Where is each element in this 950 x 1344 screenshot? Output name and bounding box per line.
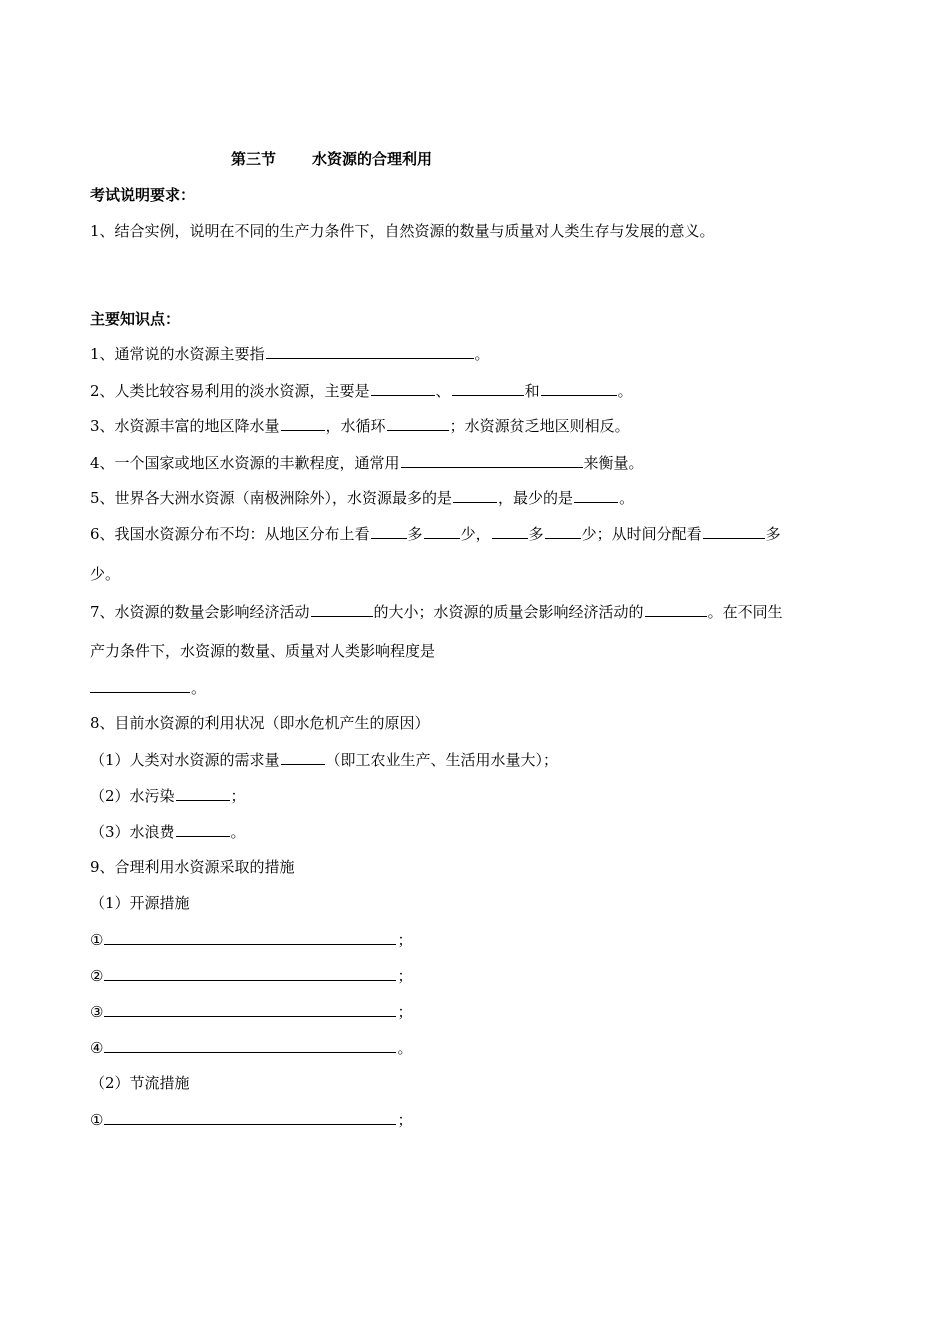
answer-blank[interactable] (104, 1001, 396, 1017)
question-8-sub-2: （2）水污染 ； (90, 787, 246, 805)
question-6-cont: 少。 (90, 565, 121, 583)
answer-blank[interactable] (281, 749, 325, 765)
answer-blank[interactable] (371, 523, 407, 539)
measure-line-4: ④ 。 (90, 1039, 413, 1057)
answer-blank[interactable] (311, 601, 373, 617)
answer-blank[interactable] (453, 487, 497, 503)
answer-blank[interactable] (371, 380, 435, 396)
question-8-sub-3: （3）水浪费 。 (90, 823, 246, 841)
answer-blank[interactable] (401, 452, 583, 468)
question-9-sub-2: （2）节流措施 (90, 1074, 190, 1092)
question-4: 4、一个国家或地区水资源的丰歉程度，通常用 来衡量。 (90, 454, 644, 472)
answer-blank[interactable] (387, 415, 449, 431)
question-7-cont: 产力条件下，水资源的数量、质量对人类影响程度是 (90, 642, 436, 660)
question-8-sub-1: （1）人类对水资源的需求量 （即工农业生产、生活用水量大）； (90, 751, 559, 769)
measure-line-2: ② ； (90, 967, 413, 985)
answer-blank[interactable] (424, 523, 460, 539)
answer-blank[interactable] (176, 785, 230, 801)
question-7: 7、水资源的数量会影响经济活动 的大小；水资源的质量会影响经济活动的 。在不同生 (90, 603, 783, 621)
answer-blank[interactable] (545, 523, 581, 539)
question-3: 3、水资源丰富的地区降水量 ，水循环 ；水资源贫乏地区则相反。 (90, 417, 630, 435)
answer-blank[interactable] (266, 343, 474, 359)
answer-blank[interactable] (281, 415, 325, 431)
question-1: 1、通常说的水资源主要指 。 (90, 345, 490, 363)
exam-requirements-heading: 考试说明要求： (90, 186, 196, 204)
section-name: 水资源的合理利用 (312, 150, 433, 168)
question-2: 2、人类比较容易利用的淡水资源，主要是 、 和 。 (90, 382, 633, 400)
answer-blank[interactable] (90, 677, 190, 693)
section-number: 第三节 (231, 150, 277, 168)
question-6: 6、我国水资源分布不均：从地区分布上看 多 少， 多 少；从时间分配看 多 (90, 525, 781, 543)
question-9-sub-1: （1）开源措施 (90, 894, 190, 912)
answer-blank[interactable] (104, 1109, 396, 1125)
exam-requirement-item: 1、结合实例，说明在不同的生产力条件下，自然资源的数量与质量对人类生存与发展的意义。 (90, 222, 715, 240)
page-title (231, 149, 432, 169)
saving-line-1: ① ； (90, 1111, 413, 1129)
question-7-answer: 。 (90, 677, 206, 698)
knowledge-heading: 主要知识点： (90, 310, 181, 328)
measure-line-1: ① ； (90, 931, 413, 949)
answer-blank[interactable] (574, 487, 618, 503)
answer-blank[interactable] (452, 380, 524, 396)
question-8: 8、目前水资源的利用状况（即水危机产生的原因） (90, 714, 430, 732)
answer-blank[interactable] (104, 929, 396, 945)
answer-blank[interactable] (176, 821, 230, 837)
answer-blank[interactable] (104, 965, 396, 981)
answer-blank[interactable] (104, 1037, 396, 1053)
answer-blank[interactable] (541, 380, 617, 396)
answer-blank[interactable] (645, 601, 707, 617)
question-5: 5、世界各大洲水资源（南极洲除外），水资源最多的是 ，最少的是 。 (90, 489, 635, 507)
answer-blank[interactable] (703, 523, 765, 539)
question-9: 9、合理利用水资源采取的措施 (90, 858, 295, 876)
answer-blank[interactable] (492, 523, 528, 539)
measure-line-3: ③ ； (90, 1003, 413, 1021)
